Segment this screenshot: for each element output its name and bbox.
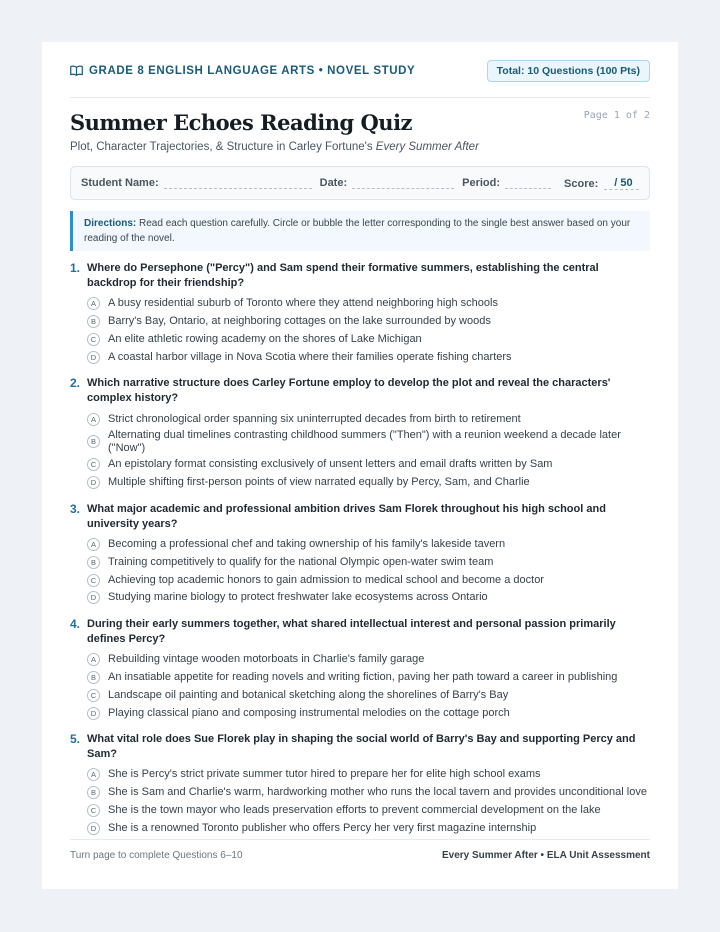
score-value: / 50 [604, 177, 638, 190]
option-text: An epistolary format consisting exclusively of unsent letters and email drafts written by Sam [108, 458, 553, 471]
directions-label: Directions: [84, 218, 137, 229]
answer-bubble[interactable]: D [87, 822, 100, 835]
score-label: Score: [564, 177, 599, 190]
question-number: 4. [70, 616, 81, 631]
period-line[interactable] [505, 177, 551, 189]
question-number: 1. [70, 261, 81, 275]
answer-bubble[interactable]: A [87, 538, 100, 551]
directions-box [70, 211, 650, 251]
answer-option[interactable] [87, 802, 650, 820]
directions-text: Read each question carefully. Circle or bubble the letter corresponding to the single best answer based on your reading of the novel. [84, 218, 631, 244]
subtitle-text: Plot, Character Trajectories, & Structure in Carley Fortune's [70, 141, 376, 153]
option-text: Playing classical piano and composing instrumental melodies on the cottage porch [108, 706, 510, 719]
answer-option[interactable] [87, 474, 650, 492]
page-title: Summer Echoes Reading Quiz [70, 110, 412, 135]
question-4 [70, 617, 650, 722]
answer-option[interactable] [87, 295, 650, 313]
option-text: She is Percy's strict private summer tutor hired to prepare her for elite high school exams [108, 768, 541, 781]
answer-bubble[interactable]: B [87, 556, 100, 569]
total-points-badge: Total: 10 Questions (100 Pts) [487, 60, 650, 82]
student-name-line[interactable] [164, 177, 312, 189]
footer-left-text: Turn page to complete Questions 6–10 [70, 850, 243, 861]
question-text: Which narrative structure does Carley Fortune employ to develop the plot and reveal the characters' complex history? [87, 377, 611, 405]
question-5 [70, 732, 650, 837]
option-text: She is the town mayor who leads preservation efforts to prevent commercial development on the lake [108, 803, 601, 816]
period-field[interactable] [462, 177, 551, 189]
answer-bubble[interactable]: C [87, 333, 100, 346]
answer-option[interactable] [87, 766, 650, 784]
answer-bubble[interactable]: C [87, 689, 100, 702]
answer-bubble[interactable]: D [87, 707, 100, 720]
question-text: What vital role does Sue Florek play in shaping the social world of Barry's Bay and supporting Percy and Sam? [87, 732, 636, 760]
score-field [564, 177, 639, 190]
subtitle-book-title: Every Summer After [375, 141, 479, 153]
student-name-label: Student Name: [81, 177, 159, 189]
answer-option[interactable] [87, 456, 650, 474]
answer-option[interactable] [87, 819, 650, 837]
option-text: Becoming a professional chef and taking ownership of his family's lakeside tavern [108, 537, 506, 550]
answer-bubble[interactable]: A [87, 768, 100, 781]
footer-right-text: Every Summer After • ELA Unit Assessment [441, 850, 650, 861]
answer-option[interactable] [87, 410, 650, 428]
answer-option[interactable] [87, 553, 650, 571]
answer-bubble[interactable]: D [87, 591, 100, 604]
question-text: During their early summers together, what shared intellectual interest and personal passion primarily defines Percy? [87, 617, 616, 645]
title-block [70, 110, 650, 153]
answer-bubble[interactable]: C [87, 458, 100, 471]
page-footer [70, 839, 650, 861]
question-number: 5. [70, 731, 81, 746]
option-text: An insatiable appetite for reading novels and writing fiction, paving her path toward a career in publishing [108, 670, 618, 683]
student-name-field[interactable] [81, 177, 312, 189]
option-text: She is Sam and Charlie's warm, hardworking mother who runs the local tavern and provides unconditional love [108, 786, 647, 799]
option-text: Strict chronological order spanning six uninterrupted decades from birth to retirement [108, 412, 521, 425]
date-field[interactable] [320, 177, 455, 189]
answer-option[interactable] [87, 536, 650, 554]
option-text: Training competitively to qualify for the national Olympic open-water swim team [108, 555, 494, 568]
answer-option[interactable] [87, 704, 650, 722]
question-2 [70, 376, 650, 491]
course-label: GRADE 8 ENGLISH LANGUAGE ARTS • NOVEL STUDY [89, 64, 416, 77]
question-number: 3. [70, 501, 81, 516]
answer-option[interactable] [87, 686, 650, 704]
answer-bubble[interactable]: B [87, 786, 100, 799]
answer-bubble[interactable]: B [87, 671, 100, 684]
answer-option[interactable] [87, 571, 650, 589]
page-indicator: Page 1 of 2 [583, 110, 650, 121]
answer-bubble[interactable]: A [87, 653, 100, 666]
date-label: Date: [319, 177, 348, 189]
option-text: An elite athletic rowing academy on the shores of Lake Michigan [108, 332, 422, 345]
answer-option[interactable] [87, 589, 650, 607]
option-text: Achieving top academic honors to gain admission to medical school and become a doctor [108, 573, 544, 586]
date-line[interactable] [352, 177, 454, 189]
option-text: Multiple shifting first-person points of view narrated equally by Percy, Sam, and Charlie [108, 476, 530, 489]
question-list [70, 261, 650, 837]
answer-option[interactable] [87, 669, 650, 687]
course-label-group [70, 65, 415, 77]
open-book-icon [70, 65, 83, 76]
answer-option[interactable] [87, 428, 650, 456]
option-text: She is a renowned Toronto publisher who offers Percy her very first magazine internship [108, 821, 537, 834]
option-text: Landscape oil painting and botanical sketching along the shorelines of Barry's Bay [108, 688, 509, 701]
answer-bubble[interactable]: B [87, 315, 100, 328]
option-text: Alternating dual timelines contrasting childhood summers ("Then") with a reunion weekend a decade later ("Now") [108, 428, 621, 454]
page-subtitle [70, 141, 650, 153]
question-1 [70, 261, 650, 366]
header-bar [70, 42, 650, 98]
answer-bubble[interactable]: D [87, 351, 100, 364]
answer-option[interactable] [87, 331, 650, 349]
question-number: 2. [70, 376, 81, 391]
answer-bubble[interactable]: A [87, 297, 100, 310]
option-text: Rebuilding vintage wooden motorboats in Charlie's family garage [108, 653, 425, 666]
answer-bubble[interactable]: D [87, 476, 100, 489]
answer-bubble[interactable]: C [87, 574, 100, 587]
option-text: Barry's Bay, Ontario, at neighboring cottages on the lake surrounded by woods [108, 315, 491, 328]
option-text: A coastal harbor village in Nova Scotia where their families operate fishing charters [108, 350, 512, 363]
quiz-sheet [42, 42, 678, 889]
period-label: Period: [462, 177, 501, 189]
answer-bubble[interactable]: A [87, 413, 100, 426]
question-text: What major academic and professional ambition drives Sam Florek throughout his high school and university years? [87, 502, 606, 530]
question-3 [70, 502, 650, 607]
answer-bubble[interactable]: C [87, 804, 100, 817]
student-info-box [70, 166, 650, 200]
option-text: Studying marine biology to protect freshwater lake ecosystems across Ontario [108, 591, 488, 604]
answer-option[interactable] [87, 651, 650, 669]
option-text: A busy residential suburb of Toronto where they attend neighboring high schools [108, 297, 498, 310]
question-text: Where do Persephone ("Percy") and Sam spend their formative summers, establishing the central backdrop for their friendship? [87, 262, 599, 289]
answer-bubble[interactable]: B [87, 435, 100, 448]
answer-option[interactable] [87, 313, 650, 331]
answer-option[interactable] [87, 348, 650, 366]
answer-option[interactable] [87, 784, 650, 802]
